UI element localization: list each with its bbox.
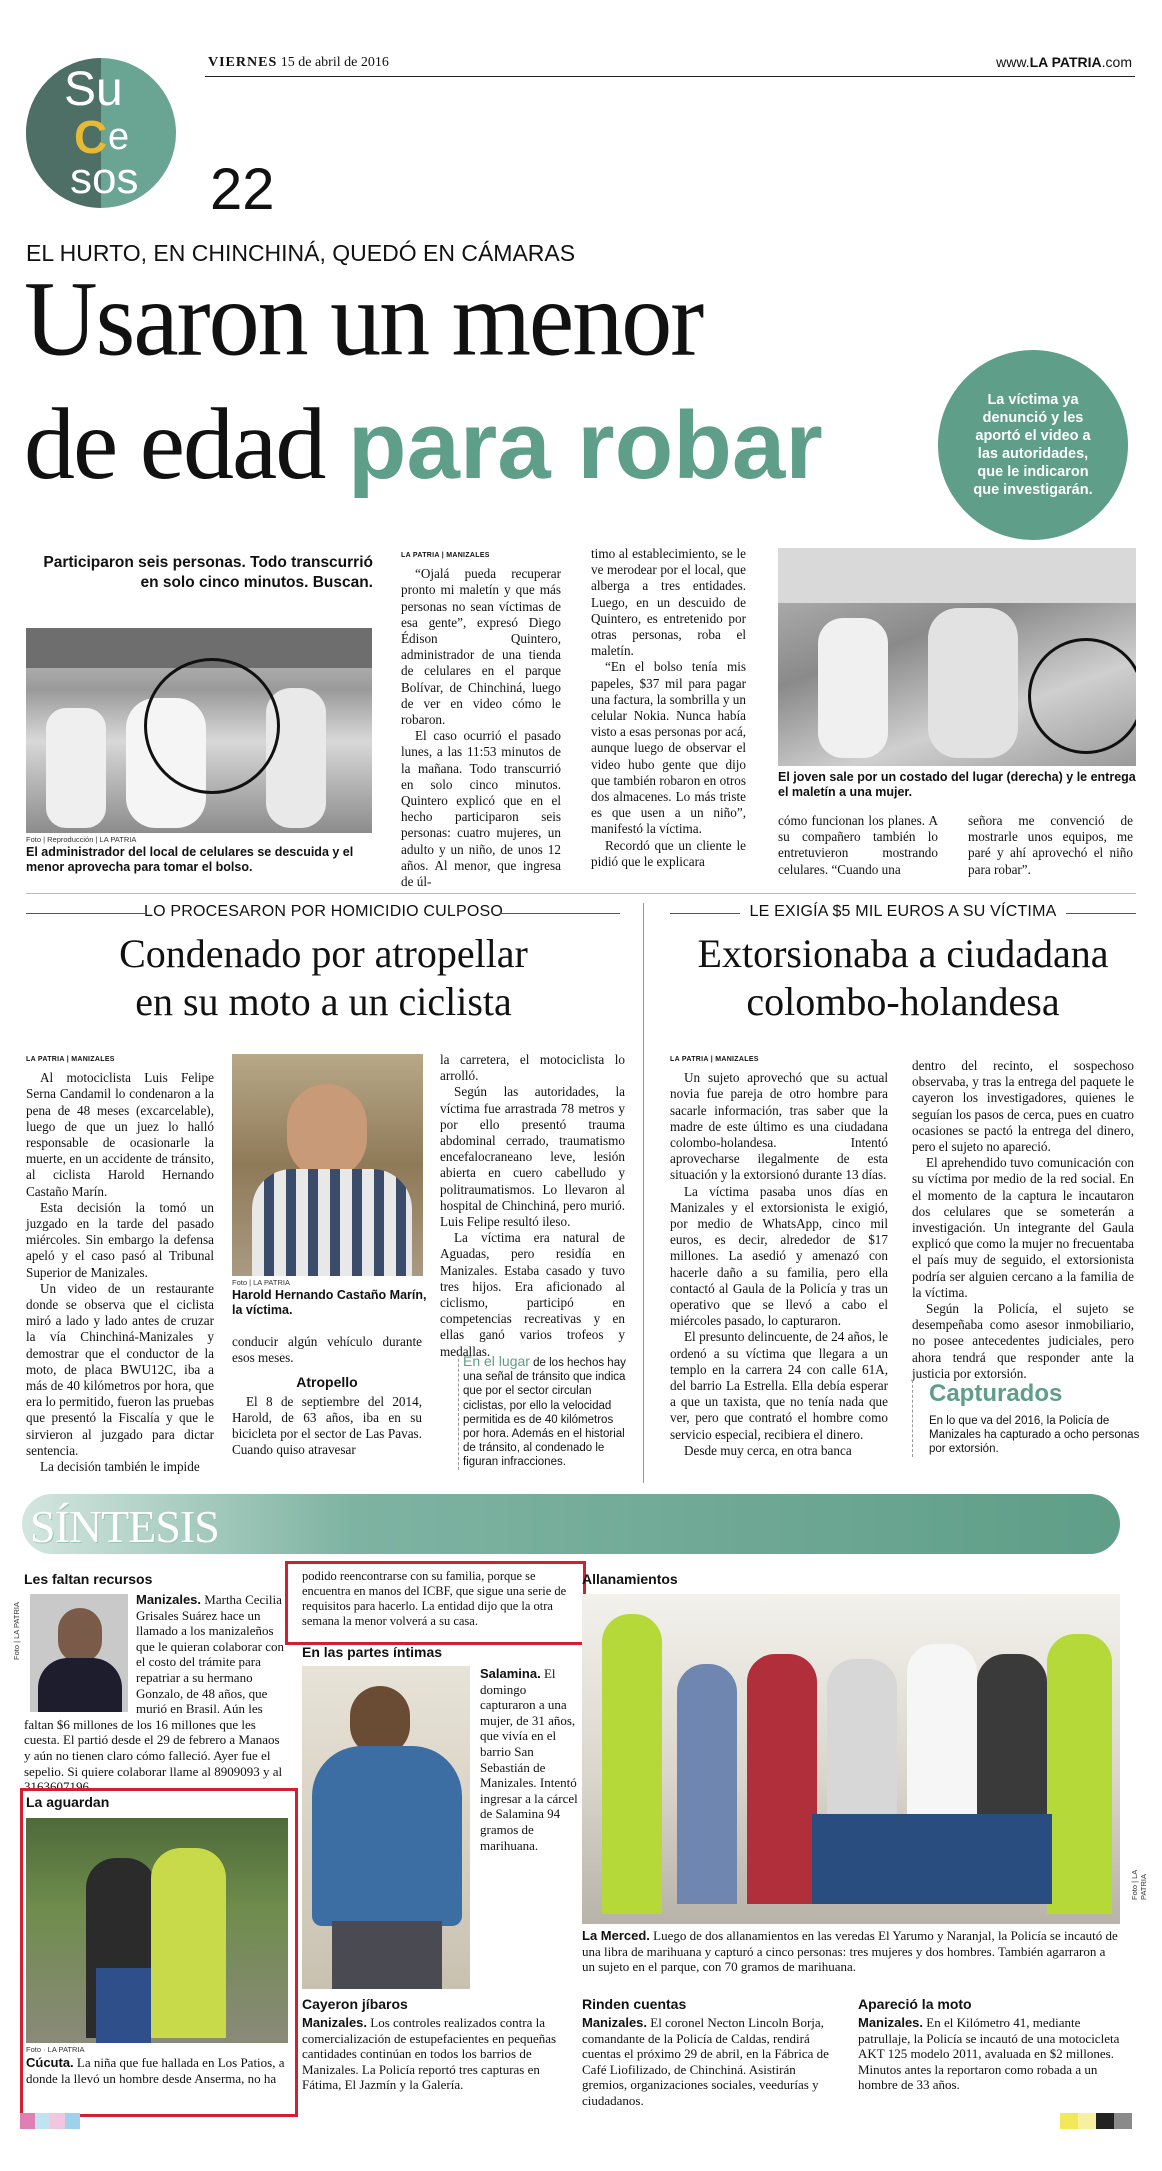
story3-title: Extorsionaba a ciudadana colombo-holandesa [697, 931, 1109, 1024]
print-color-marks-left [20, 2113, 80, 2129]
brief-4-photo [582, 1594, 1120, 1924]
brief-1-photo-credit: Foto | LA PATRIA [12, 1602, 21, 1660]
story3-box-text: En lo que va del 2016, la Policía de Manizales ha capturado a ocho personas por extorsión. [929, 1415, 1140, 1456]
brief-3-text: Salamina. El domingo capturaron a una mujer, de 31 años, que vivía en el barrio San Sebastián de Manizales. Intentó ingresar a la cárcel de Salamina 94 gramos de marihuana. [480, 1666, 578, 1853]
brief-6-head: Rinden cuentas [582, 1996, 687, 2012]
brief-3-head: En las partes íntimas [302, 1644, 443, 1660]
lead-title-plain: de edad [24, 388, 325, 501]
day-label: VIERNES [208, 55, 278, 70]
brief-2-text: Cúcuta. La niña que fue hallada en Los Patios, a donde la llevó un hombre desde Anserma, no ha [26, 2055, 285, 2086]
date-line [208, 55, 389, 71]
page-number: 22 [210, 157, 275, 222]
lead-photo-2 [778, 548, 1136, 766]
story2-title: Condenado por atropellar en su moto a un ciclista [119, 931, 528, 1024]
lead-photo-1 [26, 628, 372, 833]
logo-letter-e: e [108, 116, 130, 158]
brief-5-head: Cayeron jíbaros [302, 1996, 408, 2012]
lead-title-line2 [24, 390, 823, 501]
story3-col-2: dentro del recinto, el sospechoso observaba, y tras la entrega del paquete le cayeron los investigadores, quienes le seguían los pasos de cerca, pues en cuatro ocasiones se pactó la entrega del dinero, pero el sujeto no apareció. El aprehendido tuvo comunicación con su víctima por medio de la red social. En el momento de la captura le incautaron dos celulares que se someterán a investigación. Un integrante del Gaula explicó que como la mujer no frecuentaba el país muy de seguido, el extorsionista podría ser alguien cercano a la familia de la víctima. Según la Policía, el sujeto se desempeñaba como asesor inmobiliario, no posee antecedentes judiciales, pero ahora tendrá que responder ante la justicia por extorsión. [912, 1058, 1134, 1381]
brief-4-photo-credit: Foto | LA PATRIA [1130, 1870, 1148, 1900]
brief-2-continued: podido reencontrarse con su familia, porque se encuentra en manos del ICBF, que sigue una serie de requisitos para hacerlo. La entidad dijo que la otra semana la menor volverá a su casa. [302, 1569, 567, 1628]
lead-col-4: señora me convenció de mostrarle unos equipos, me paré y ahí aprovechó el niño para robar”. [968, 813, 1133, 877]
story3-col-1: LA PATRIA | MANIZALES Un sujeto aprovechó que su actual novia fue pareja de otro hombre para sacarle información, tras saber que la madre de este último es una ciudadana colombo-holandesa. Intentó aprovecharse ilegalmente de esta situación y la extorsionó durante 13 días. La víctima pasaba unos días en Manizales y el extorsionista le exigió, por medio de WhatsApp, cinco mil euros, es decir, alrededor de $17 millones. La asedió y amenazó con hacerle daño a su familia, pero ella contactó al Gaula de la Policía y tras un operativo que se llevó a cabo el miércoles pasado, lo capturaron. El presunto delincuente, de 24 años, le ordenó a su víctima que llegara a un templo en la carrera 24 con calle 61A, del barrio La Estrella. Ella debía esperar a que un taxista, que no tenía nada que ver, pero que contrató el hombre como servicio especial, recibiera el dinero. Desde muy cerca, en otra banca [670, 1056, 888, 1458]
brief-2-photo [26, 1818, 288, 2043]
story2-photo-caption: Harold Hernando Castaño Marín, la víctima. [232, 1288, 427, 1317]
vertical-divider [643, 903, 644, 1483]
lead-title-line1: Usaron un menor [24, 259, 703, 379]
story2-subhead: Atropello [296, 1374, 358, 1391]
lead-col-1: LA PATRIA | MANIZALES “Ojalá pueda recuperar pronto mi maletín y que más personas no sean víctimas de esa gente”, expresó Diego Édison Quintero, administrador de una tienda de celulares en el parque Bolívar, de Chinchiná, luego de ver en video cómo le robaron. El caso ocurrió el pasado lunes, a las 11:53 minutos de la mañana. Todo transcurrió en solo cinco minutos. Quintero explicó que en el hecho participaron seis personas: cuatro mujeres, un adulto y un niño, de unos 12 años. Al menor, que ingresa de úl- [401, 552, 561, 890]
lead-badge: La víctima ya denunció y les aportó el video a las autoridades, que le indicaron que investigarán. [938, 350, 1128, 540]
brief-4-text: La Merced. Luego de dos allanamientos en las veredas El Yarumo y Naranjal, la Policía se incautó de una libra de marihuana y capturó a cinco personas: tres mujeres y dos hombres. También agarraron a un sujeto en el parque, con 70 gramos de marihuana. [582, 1928, 1118, 1975]
brief-2-photo-credit: Foto · LA PATRIA [26, 2045, 85, 2054]
story2-col-3: la carretera, el motociclista lo arrolló. Según las autoridades, la víctima fue arrastrada 78 metros y por ello presentó trauma abdominal cerrado, traumatismo encefalocraneano leve, lesión abierta en cuero cabelludo y politraumatismos. Lo llevaron al hospital de Chinchiná, pero murió. Luis Felipe resultó ileso. La víctima era natural de Aguadas, pero residía en Manizales. Estaba casado y tuvo tres hijos. Era aficionado al ciclismo, participó en competencias recreativas y en ellas ganó varios trofeos y medallas. [440, 1052, 625, 1359]
story2-kicker: LO PROCESARON POR HOMICIDIO CULPOSO [143, 903, 504, 920]
brief-3-photo [302, 1666, 470, 1989]
date-label: 15 de abril de 2016 [280, 55, 389, 70]
story2-photo [232, 1054, 423, 1276]
lead-title-highlight: para robar [347, 392, 823, 499]
lead-photo-1-credit: Foto | Reproducción | LA PATRIA [26, 835, 137, 844]
brief-5-text: Manizales. Los controles realizados contra la comercialización de estupefacientes en pequeñas cantidades continúan en todos los barrios de Manizales. La Policía reportó tres capturas en Fátima, El Jazmín y la Galería. [302, 2015, 557, 2093]
section-divider-1 [26, 893, 1136, 894]
story3-box-title: Capturados [929, 1380, 1063, 1407]
brief-2-head: La aguardan [26, 1794, 110, 1810]
logo-letters-su: Su [64, 63, 123, 116]
story2-col-2: conducir algún vehículo durante esos meses. Atropello El 8 de septiembre del 2014, Harold, de 63 años, iba en su bicicleta por el sector de Las Pavas. Cuando quiso atravesar [232, 1334, 422, 1458]
story2-photo-credit: Foto | LA PATRIA [232, 1278, 290, 1287]
story2-sidebar: En el lugar de los hechos hay una señal de tránsito que indica que por el sector circulan ciclistas, por ello la velocidad permitida es de 40 kilómetros por hora. Además en el historial de tránsito, al condenado le figuran infracciones. [458, 1354, 631, 1470]
lead-deck: Participaron seis personas. Todo transcurrió en solo cinco minutos. Buscan. [43, 554, 373, 591]
brief-4-head: Allanamientos [582, 1571, 678, 1587]
story3-box [912, 1380, 1151, 1457]
sintesis-banner: SÍNTESIS [22, 1494, 1120, 1554]
lead-photo-1-caption: El administrador del local de celulares se descuida y el menor aprovecha para tomar el bolso. [26, 845, 354, 874]
brief-6-text: Manizales. El coronel Necton Lincoln Borja, comandante de la Policía de Caldas, rendirá cuentas el próximo 29 de abril, en la Fábrica de Café Liofilizado, de Chinchiná. Asistirán gremios, organizaciones sociales, veedurías y ciudadanos. [582, 2015, 829, 2108]
lead-kicker: EL HURTO, EN CHINCHINÁ, QUEDÓ EN CÁMARAS [26, 240, 576, 266]
lead-photo-2-caption: El joven sale por un costado del lugar (derecha) y le entrega el maletín a una mujer. [778, 770, 1136, 799]
story2-col-1: LA PATRIA | MANIZALES Al motociclista Luis Felipe Serna Candamil lo condenaron a la pena de 48 meses (excarcelable), luego de que un juez lo halló responsable de ocasionarle la muerte, en un accidente de tránsito, al ciclista Harold Hernando Castaño Marín. Esta decisión la tomó un juzgado en la tarde del pasado miércoles. Sin embargo la defensa apeló y el caso pasó al Tribunal Superior de Manizales. Un video de un restaurante donde se observa que el ciclista miró a lado y lado antes de cruzar la vía Chinchiná-Manizales y demostrar que el conductor de la moto, de placa BWU12C, iba a más de 40 kilómetros por hora, que era lo permitido, fueron las pruebas que presentó la Fiscalía y que le sirvieron al juzgado para dictar sentencia. La decisión también le impide [26, 1056, 214, 1475]
section-logo [26, 58, 191, 218]
brief-1-head: Les faltan recursos [24, 1571, 153, 1587]
brief-7-head: Apareció la moto [858, 1996, 972, 2012]
site-url: www.LA PATRIA.com [996, 54, 1132, 70]
story3-kicker: LE EXIGÍA $5 MIL EUROS A SU VÍCTIMA [749, 903, 1057, 920]
brief-1-text: Manizales. Martha Cecilia Grisales Suárez hace un llamado a los manizaleños que le quieran colaborar con el costo del trámite para repatriar a su hermano Gonzalo, de 48 años, que murió en Brasil. Aún les faltan $6 millones de los 16 millones que les cuesta. El partió desde el 29 de febrero a Manaos y aún no tienen claro cómo falleció. Ayer fue el sepelio. Si quiere colaborar llame al 8909093 y al 3163607196. [24, 1592, 284, 1795]
print-color-marks-right [1060, 2113, 1132, 2129]
logo-letters-sos: sos [70, 154, 139, 203]
brief-7-text: Manizales. En el Kilómetro 41, mediante patrullaje, la Policía se incautó de una motocicleta AKT 125 modelo 2011, avaluada en $2 millones. Minutos antes la reportaron como robada a un hombre de 33 años. [858, 2015, 1120, 2093]
top-rule [205, 76, 1135, 77]
logo-letter-c: C [74, 111, 108, 163]
lead-col-2: timo al establecimiento, se le ve merodear por el local, que alberga a tres entidades. Luego, en un descuido de Quintero, es entretenido por otras personas, roba el maletín. “En el bolso tenía mis papeles, $37 mil para pagar una factura, la sombrilla y un celular Nokia. Nunca había visto a esas personas por acá, aunque luego de observar el video hubo gente que dijo que también robaron en otros dos almacenes. Lo más triste es que usen a un niño”, manifestó la víctima. Recordó que un cliente le pidió que le explicara [591, 546, 746, 869]
lead-col-3: cómo funcionan los planes. A su compañero también lo entretuvieron mostrando celulares. “Cuando una [778, 813, 938, 877]
